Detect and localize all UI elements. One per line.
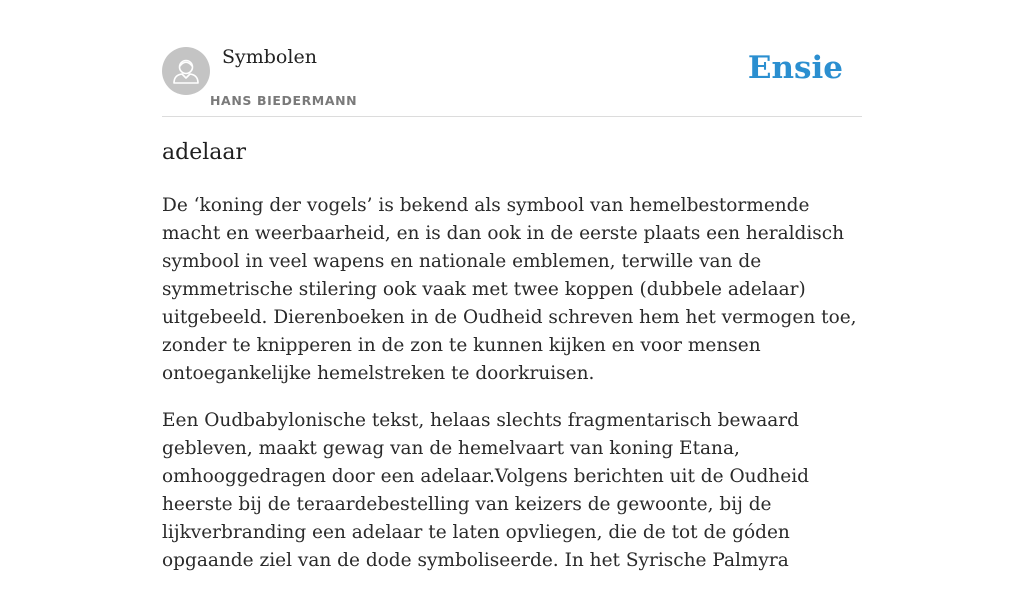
book-title[interactable]: Symbolen [222,46,317,68]
ensie-logo[interactable]: Ensie [747,50,843,86]
entry-paragraph: De ‘koning der vogels’ is bekend als symbool van hemelbestormende macht en weerbaarheid, en is dan ook in de eerste plaats een heraldisch symbool in veel wapens en nationale emblemen, terwille van de symmetrische stilering ook vaak met twee koppen (dubbele adelaar) uitgebeeld. Dierenboeken in de Oudheid schreven hem het vermogen toe, zonder te knipperen in de zon te kunnen kijken en voor mensen ontoegankelijke hemelstreken te doorkruisen. [162,195,857,384]
user-placeholder-icon [162,47,210,95]
entry-paragraph: Een Oudbabylonische tekst, helaas slechts fragmentarisch bewaard gebleven, maakt gewag van de hemelvaart van koning Etana, omhooggedragen door een adelaar.Volgens berichten uit de Oudheid heerste bij de teraardebestelling van keizers de gewoonte, bij de lijkverbranding een adelaar te laten opvliegen, die de tot de góden opgaande ziel van de dode symboliseerde. In het Syrische Palmyra [162,410,809,571]
avatar[interactable] [162,47,210,95]
entry-headword: adelaar [162,140,247,165]
entry-body [162,192,872,594]
author-name[interactable]: HANS BIEDERMANN [210,93,358,108]
header [162,0,862,117]
